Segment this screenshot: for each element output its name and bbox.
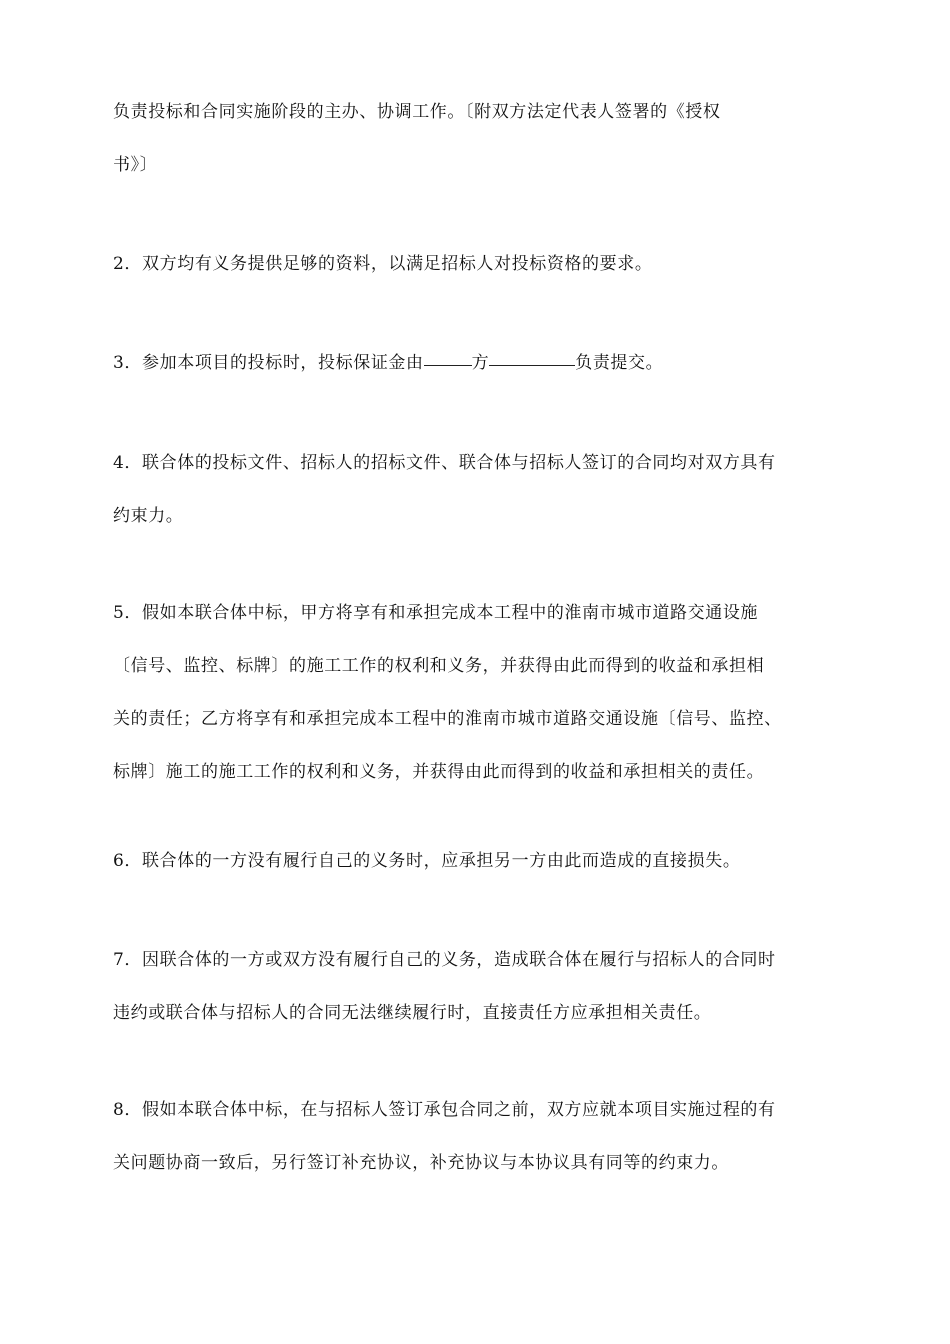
clause-3-text-start: 3．参加本项目的投标时，投标保证金由 <box>113 353 424 373</box>
paragraph-authorization <box>113 86 843 192</box>
text-line: 负责投标和合同实施阶段的主办、协调工作。〔附双方法定代表人签署的《授权 <box>113 102 721 122</box>
text-line: 5．假如本联合体中标，甲方将享有和承担完成本工程中的淮南市城市道路交通设施 <box>113 603 759 623</box>
paragraph-clause-8 <box>113 1084 843 1190</box>
text-line: 关问题协商一致后，另行签订补充协议，补充协议与本协议具有同等的约束力。 <box>113 1153 729 1173</box>
paragraph-clause-2 <box>113 238 843 291</box>
fill-in-blank-party[interactable] <box>424 348 472 366</box>
text-line: 关的责任；乙方将享有和承担完成本工程中的淮南市城市道路交通设施〔信号、监控、 <box>113 709 782 729</box>
paragraph-clause-6 <box>113 835 843 888</box>
text-line: 约束力。 <box>113 506 184 526</box>
paragraph-clause-4 <box>113 437 843 543</box>
clause-3-text-middle: 方 <box>471 353 490 373</box>
text-line: 6．联合体的一方没有履行自己的义务时，应承担另一方由此而造成的直接损失。 <box>113 851 741 871</box>
text-line: 书》〕 <box>113 155 158 175</box>
paragraph-clause-3 <box>113 337 843 390</box>
text-line: 〔信号、监控、标牌〕的施工工作的权利和义务，并获得由此而得到的收益和承担相 <box>113 656 765 676</box>
fill-in-blank-name[interactable] <box>489 348 575 366</box>
clause-3-text-end: 负责提交。 <box>575 353 664 373</box>
text-line: 7．因联合体的一方或双方没有履行自己的义务，造成联合体在履行与招标人的合同时 <box>113 950 776 970</box>
text-line: 违约或联合体与招标人的合同无法继续履行时，直接责任方应承担相关责任。 <box>113 1003 712 1023</box>
text-line: 2．双方均有义务提供足够的资料，以满足招标人对投标资格的要求。 <box>113 254 653 274</box>
text-line: 标牌〕施工的施工工作的权利和义务，并获得由此而得到的收益和承担相关的责任。 <box>113 762 765 782</box>
text-line: 4．联合体的投标文件、招标人的招标文件、联合体与招标人签订的合同均对双方具有 <box>113 453 776 473</box>
text-line: 8．假如本联合体中标，在与招标人签订承包合同之前，双方应就本项目实施过程的有 <box>113 1100 776 1120</box>
paragraph-clause-7 <box>113 934 843 1040</box>
text-line <box>113 337 843 390</box>
paragraph-clause-5 <box>113 587 843 799</box>
